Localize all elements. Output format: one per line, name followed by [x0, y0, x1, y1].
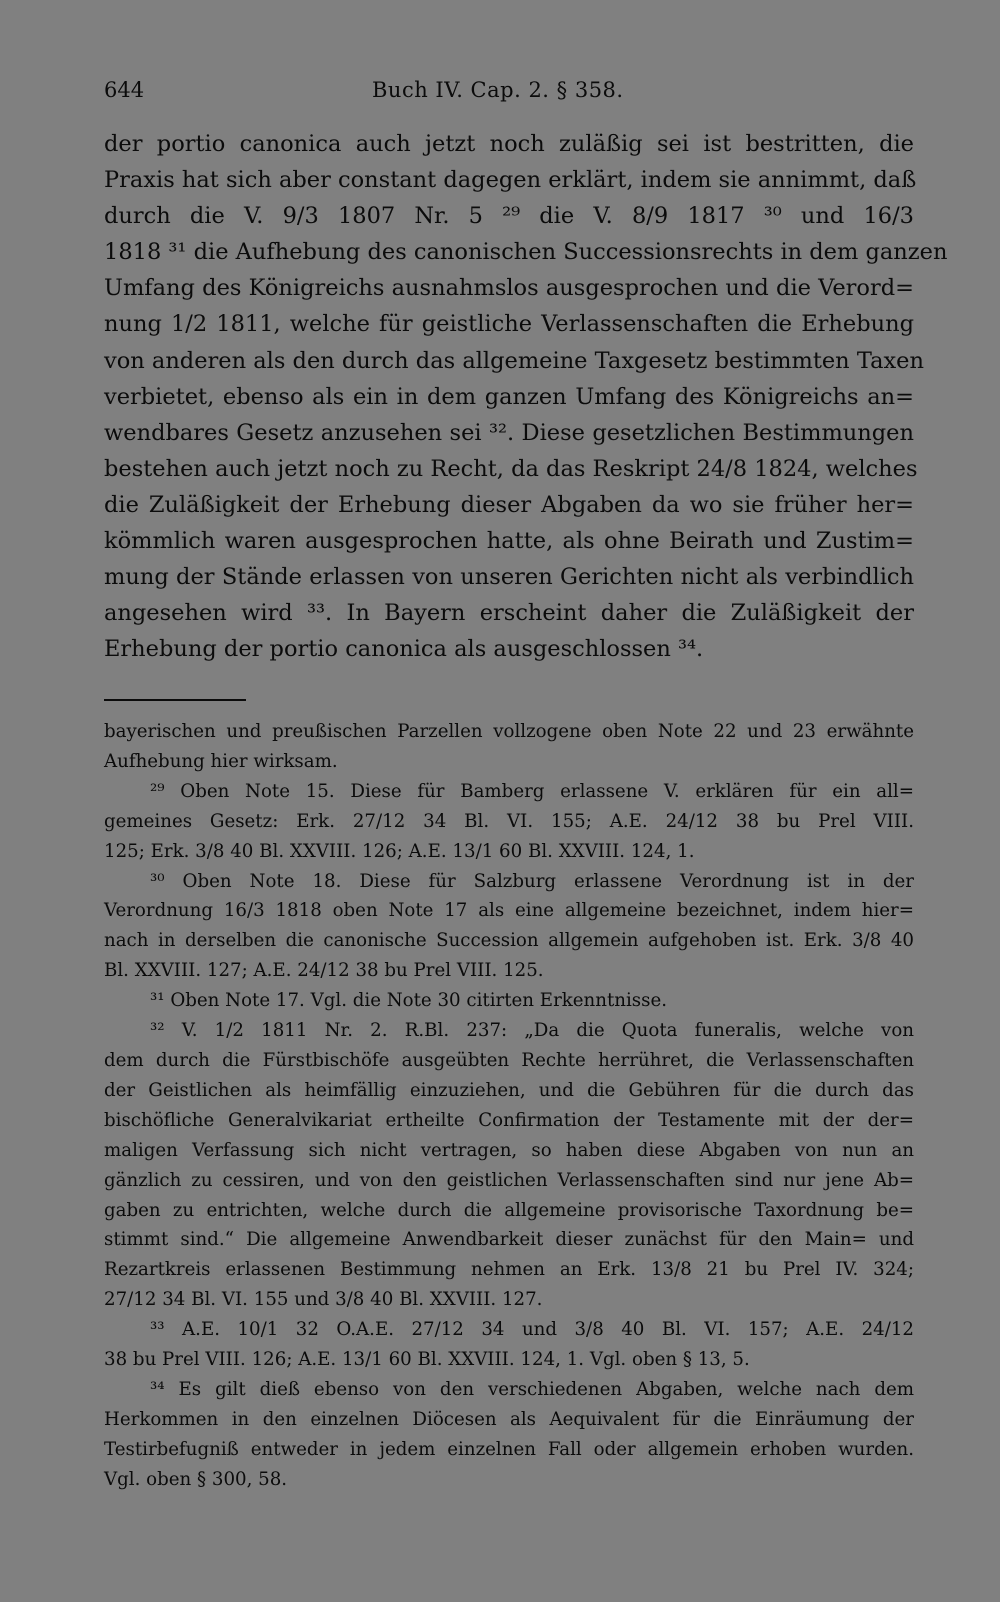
footnotes	[104, 717, 914, 1495]
footnote-line: Herkommen in den einzelnen Diöcesen als Aequivalent für die Einräumung der	[104, 1408, 914, 1430]
text-line: Umfang des Königreichs ausnahmslos ausgesprochen und die Verord=	[104, 275, 914, 302]
text-line: von anderen als den durch das allgemeine Taxgesetz bestimmten Taxen	[104, 347, 924, 374]
footnote-line: nach in derselben die canonische Succession allgemein aufgehoben ist. Erk. 3/8 40	[104, 930, 914, 952]
footnote-line: Vgl. oben § 300, 58.	[104, 1468, 288, 1490]
footnote-line: ³² V. 1/2 1811 Nr. 2. R.Bl. 237: „Da die Quota funeralis, welche von	[150, 1020, 914, 1042]
text-line: angesehen wird ³³. In Bayern erscheint daher die Zuläßigkeit der	[104, 600, 914, 627]
text-line: durch die V. 9/3 1807 Nr. 5 ²⁹ die V. 8/9 1817 ³⁰ und 16/3	[104, 203, 914, 230]
footnote-line: stimmt sind.“ Die allgemeine Anwendbarkeit dieser zunächst für den Main= und	[104, 1229, 914, 1251]
footnote-line: Aufhebung hier wirksam.	[104, 750, 338, 772]
main-text	[104, 126, 948, 667]
text-line: wendbares Gesetz anzusehen sei ³². Diese gesetzlichen Bestimmungen	[104, 419, 914, 446]
footnote-30	[104, 867, 914, 987]
text-line: kömmlich waren ausgesprochen hatte, als ohne Beirath und Zustim=	[104, 528, 914, 555]
footnote-line: der Geistlichen als heimfällig einzuziehen, und die Gebühren für die durch das	[104, 1079, 914, 1101]
footnote-29	[104, 777, 914, 867]
text-line: 1818 ³¹ die Aufhebung des canonischen Successionsrechts in dem ganzen	[104, 239, 948, 266]
footnote-line: Verordnung 16/3 1818 oben Note 17 als eine allgemeine bezeichnet, indem hier=	[104, 900, 914, 922]
footnote-line: ³⁰ Oben Note 18. Diese für Salzburg erlassene Verordnung ist in der	[150, 870, 914, 892]
footnote-line: ²⁹ Oben Note 15. Diese für Bamberg erlassene V. erklären für ein all=	[150, 780, 914, 802]
footnote-line: gemeines Gesetz: Erk. 27/12 34 Bl. VI. 155; A.E. 24/12 38 bu Prel VIII.	[104, 810, 914, 832]
running-title: Buch IV. Cap. 2. § 358.	[372, 78, 624, 102]
text-line: der portio canonica auch jetzt noch zuläßig sei ist bestritten, die	[104, 131, 914, 157]
text-line: die Zuläßigkeit der Erhebung dieser Abgaben da wo sie früher her=	[104, 491, 914, 518]
footnote-32	[104, 1016, 914, 1315]
page-header	[104, 74, 914, 110]
footnote-34	[104, 1375, 914, 1495]
footnote-line: Bl. XXVIII. 127; A.E. 24/12 38 bu Prel VIII. 125.	[104, 960, 544, 982]
footnote-continuation	[104, 717, 914, 777]
footnote-line: 27/12 34 Bl. VI. 155 und 3/8 40 Bl. XXVIII. 127.	[104, 1289, 543, 1311]
footnote-line: bayerischen und preußischen Parzellen vollzogene oben Note 22 und 23 erwähnte	[104, 721, 914, 742]
footnote-line: bischöfliche Generalvikariat ertheilte Confirmation der Testamente mit der der=	[104, 1109, 914, 1131]
footnote-line: 38 bu Prel VIII. 126; A.E. 13/1 60 Bl. XXVIII. 124, 1. Vgl. oben § 13, 5.	[104, 1349, 750, 1371]
footnote-line: Testirbefugniß entweder in jedem einzelnen Fall oder allgemein erhoben wurden.	[104, 1438, 914, 1460]
footnote-31	[104, 986, 914, 1016]
footnote-line: ³⁴ Es gilt dieß ebenso von den verschiedenen Abgaben, welche nach dem	[150, 1378, 914, 1400]
page-number: 644	[104, 78, 145, 102]
footnote-line: Rezartkreis erlassenen Bestimmung nehmen an Erk. 13/8 21 bu Prel IV. 324;	[104, 1259, 914, 1281]
text-line: bestehen auch jetzt noch zu Recht, da das Reskript 24/8 1824, welches	[104, 455, 918, 482]
text-line: verbietet, ebenso als ein in dem ganzen Umfang des Königreichs an=	[104, 383, 914, 410]
footnote-line: 125; Erk. 3/8 40 Bl. XXVIII. 126; A.E. 13/1 60 Bl. XXVIII. 124, 1.	[104, 840, 695, 862]
footnote-line: gänzlich zu cessiren, und von den geistlichen Verlassenschaften sind nur jene Ab=	[104, 1169, 914, 1191]
footnote-line: dem durch die Fürstbischöfe ausgeübten Rechte herrühret, die Verlassenschaften	[104, 1049, 914, 1071]
footnote-separator	[104, 699, 246, 701]
footnote-line: gaben zu entrichten, welche durch die allgemeine provisorische Taxordnung be=	[104, 1199, 914, 1221]
text-line: nung 1/2 1811, welche für geistliche Verlassenschaften die Erhebung	[104, 311, 914, 338]
footnote-33	[104, 1315, 914, 1375]
footnote-line: maligen Verfassung sich nicht vertragen, so haben diese Abgaben von nun an	[104, 1139, 914, 1161]
footnote-line: ³¹ Oben Note 17. Vgl. die Note 30 citirten Erkenntnisse.	[150, 990, 668, 1012]
text-line: Erhebung der portio canonica als ausgeschlossen ³⁴.	[104, 636, 704, 663]
text-line: mung der Stände erlassen von unseren Gerichten nicht als verbindlich	[104, 564, 914, 591]
footnote-line: ³³ A.E. 10/1 32 O.A.E. 27/12 34 und 3/8 40 Bl. VI. 157; A.E. 24/12	[150, 1319, 914, 1341]
text-line: Praxis hat sich aber constant dagegen erklärt, indem sie annimmt, daß	[104, 167, 917, 194]
